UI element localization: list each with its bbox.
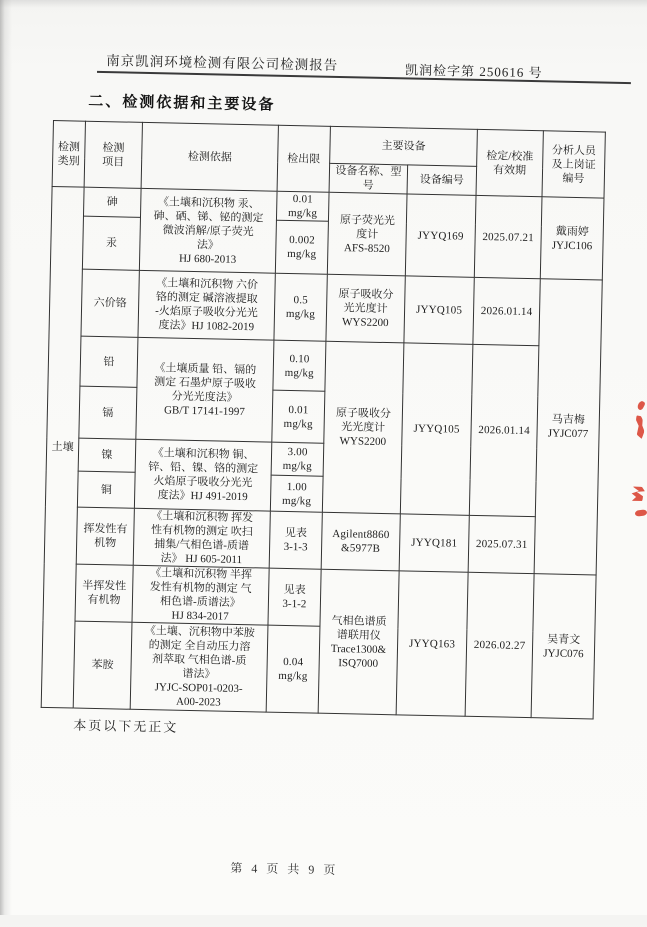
cell-limit: 0.002 mg/kg [275, 220, 328, 274]
col-header-item: 检测 项目 [84, 121, 142, 188]
col-header-category: 检测 类别 [52, 121, 85, 188]
report-header-company: 南京凯润环境检测有限公司检测报告 [106, 53, 339, 73]
col-header-equipment-name: 设备名称、型 号 [329, 163, 408, 194]
cell-item: 苯胺 [73, 621, 132, 709]
cell-validity: 2025.07.31 [468, 515, 535, 573]
cell-limit: 0.10 mg/kg [273, 340, 326, 391]
cell-item: 汞 [82, 216, 140, 270]
report-header-doc-number: 凯润检字第 250616 号 [404, 62, 543, 81]
cell-basis: 《土壤和沉积物 铜、 锌、铅、镍、铬的测定 火焰原子吸收分光光 度法》HJ 491-2019 [134, 439, 271, 511]
cell-basis: 《土壤和沉积物 六价 铬的测定 碱溶液提取 -火焰原子吸收分光光 度法》HJ 1082-2019 [138, 270, 275, 340]
cell-analyst: 吴青文 JYJC076 [531, 574, 596, 719]
cell-equipment-no: JYYQ181 [399, 514, 469, 572]
table-row [49, 268, 602, 347]
cell-validity: 2026.01.14 [469, 344, 539, 516]
cell-validity: 2026.02.27 [465, 572, 534, 717]
col-header-basis: 检测依据 [141, 122, 278, 191]
header-rule [97, 71, 631, 84]
cell-basis: 《土壤、沉积物中苯胺 的测定 全自动压力溶 剂萃取 气相色谱-质 谱法》 JYJC-SOP01-0203- A00-2023 [130, 622, 268, 712]
cell-item: 镉 [79, 386, 137, 439]
cell-equipment-no: JYYQ169 [405, 194, 476, 277]
cell-item: 铅 [80, 336, 138, 387]
cell-equipment-name: 气相色谱质 谱联用仪 Trace1300& ISQ7000 [318, 569, 399, 715]
end-of-page-note: 本页以下无正文 [73, 717, 179, 735]
cell-item: 砷 [83, 187, 141, 217]
col-header-validity: 检定/校准 有效期 [476, 129, 543, 196]
cell-basis: 《土壤和沉积物 半挥 发性有机物的测定 气 相色谱-质谱法》 HJ 834-2017 [132, 565, 269, 625]
cell-item: 六价铬 [81, 269, 139, 337]
cell-limit: 3.00 mg/kg [271, 442, 324, 476]
cell-item: 铜 [77, 471, 135, 508]
cell-category-soil: 土壤 [41, 186, 84, 708]
cell-equipment-no: JYYQ163 [396, 571, 468, 716]
cell-limit: 1.00 mg/kg [270, 475, 323, 512]
cell-limit: 0.01 mg/kg [272, 390, 325, 443]
cell-equipment-name: 原子吸收分 光光度计 WYS2200 [326, 274, 405, 343]
cell-limit: 0.5 mg/kg [274, 273, 327, 341]
cell-basis: 《土壤和沉积物 挥发 性有机物的测定 吹扫 捕集/气相色谱-质谱 法》 HJ 605-2011 [133, 508, 270, 568]
page-number: 第 4 页 共 9 页 [230, 860, 339, 878]
cell-equipment-name: Agilent8860 &5977B [321, 512, 400, 571]
col-header-equipment-no: 设备编号 [407, 165, 477, 195]
cell-item: 半挥发性 有机物 [75, 564, 133, 622]
col-header-limit: 检出限 [277, 125, 330, 192]
col-header-analyst: 分析人员 及上岗证 编号 [542, 131, 605, 198]
cell-equipment-name: 原子荧光光 度计 AFS-8520 [327, 192, 407, 276]
cell-equipment-no: JYYQ105 [400, 343, 473, 515]
cell-item: 镍 [78, 438, 136, 472]
cell-limit: 见表 3-1-3 [269, 511, 322, 569]
section-title: 二、检测依据和主要设备 [88, 93, 276, 114]
cell-analyst: 戴雨婷 JYJC106 [540, 197, 604, 280]
cell-limit: 见表 3-1-2 [268, 568, 321, 626]
cell-limit: 0.01 mg/kg [276, 191, 329, 221]
cell-analyst: 马吉梅 JYJC077 [534, 279, 602, 575]
cell-item: 挥发性有 机物 [76, 507, 134, 565]
stamp-fragment-4 [635, 509, 647, 517]
detection-basis-equipment-table [41, 120, 606, 719]
cell-equipment-name: 原子吸收分 光光度计 WYS2200 [322, 341, 404, 514]
cell-basis: 《土壤质量 铅、镉的 测定 石墨炉原子吸收 分光光度法》 GB/T 17141-1997 [136, 337, 274, 442]
cell-equipment-no: JYYQ105 [404, 276, 474, 344]
col-header-main-equipment: 主要设备 [330, 126, 478, 166]
cell-limit: 0.04 mg/kg [266, 625, 320, 713]
cell-validity: 2025.07.21 [474, 195, 542, 278]
cell-basis: 《土壤和沉积物 汞、 砷、硒、锑、铋的测定 微波消解/原子荧光 法》 HJ 680-2013 [139, 188, 277, 273]
cell-validity: 2026.01.14 [473, 277, 540, 345]
